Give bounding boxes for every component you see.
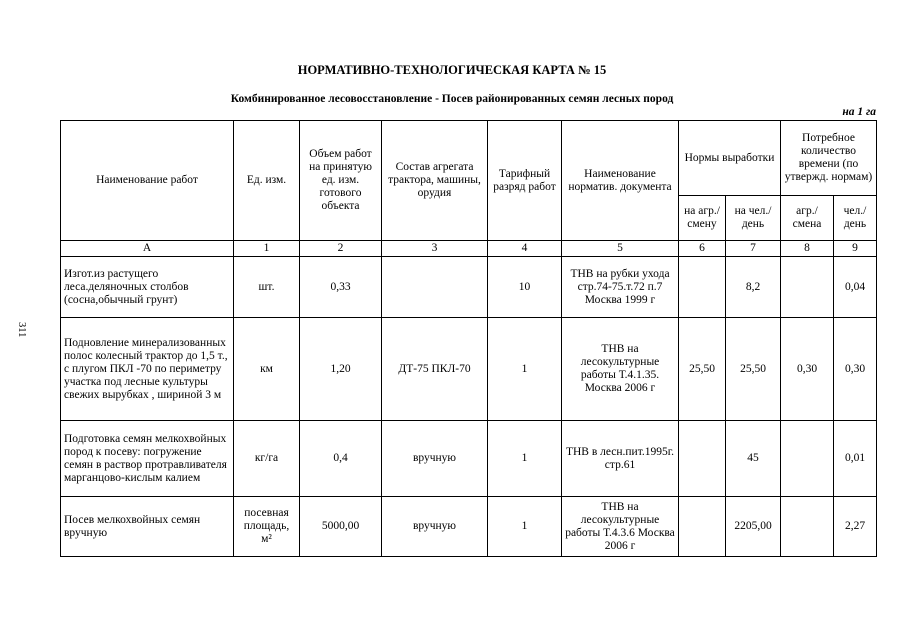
- column-index-row: [61, 241, 877, 257]
- cell-aggregate: [382, 257, 488, 318]
- cell-normdoc: ТНВ на рубки ухода стр.74-75.т.72 п.7 Москва 1999 г: [562, 257, 679, 318]
- header-row-1: [61, 121, 877, 196]
- cell-aggregate: вручную: [382, 421, 488, 497]
- cell-time-agr: [781, 421, 834, 497]
- cell-time-agr: [781, 497, 834, 557]
- cell-norm-agr: [679, 421, 726, 497]
- table-row: [61, 318, 877, 421]
- cell-norm-chel: 45: [726, 421, 781, 497]
- page-number: 311: [16, 322, 27, 338]
- col-index-cell: 3: [382, 241, 488, 257]
- table-row: [61, 421, 877, 497]
- cell-name: Подновление минерализованных полос колесный трактор до 1,5 т., с плугом ПКЛ -70 по периметру участка под лесные культуры свежих вырубках , шириной 3 м: [61, 318, 234, 421]
- header-unit: Ед. изм.: [234, 121, 300, 241]
- cell-time-agr: [781, 257, 834, 318]
- cell-unit: кг/га: [234, 421, 300, 497]
- cell-tariff: 1: [488, 421, 562, 497]
- cell-time-agr: 0,30: [781, 318, 834, 421]
- col-index-cell: 8: [781, 241, 834, 257]
- cell-volume: 5000,00: [300, 497, 382, 557]
- header-tariff: Тарифный разряд работ: [488, 121, 562, 241]
- cell-norm-agr: 25,50: [679, 318, 726, 421]
- col-index-cell: 9: [834, 241, 877, 257]
- col-index-cell: 7: [726, 241, 781, 257]
- cell-time-chel: 0,01: [834, 421, 877, 497]
- cell-unit: км: [234, 318, 300, 421]
- cell-normdoc: ТНВ на лесокультурные работы Т.4.1.35. Москва 2006 г: [562, 318, 679, 421]
- cell-norm-chel: 2205,00: [726, 497, 781, 557]
- cell-time-chel: 2,27: [834, 497, 877, 557]
- cell-tariff: 1: [488, 318, 562, 421]
- col-index-cell: 4: [488, 241, 562, 257]
- cell-norm-agr: [679, 497, 726, 557]
- cell-volume: 0,33: [300, 257, 382, 318]
- cell-unit: посевная площадь, м²: [234, 497, 300, 557]
- cell-normdoc: ТНВ в лесн.пит.1995г. стр.61: [562, 421, 679, 497]
- cell-tariff: 10: [488, 257, 562, 318]
- cell-time-chel: 0,04: [834, 257, 877, 318]
- header-normdoc: Наименование норматив. документа: [562, 121, 679, 241]
- col-index-cell: 2: [300, 241, 382, 257]
- header-norm-agr: на агр./ смену: [679, 196, 726, 241]
- document-title: НОРМАТИВНО-ТЕХНОЛОГИЧЕСКАЯ КАРТА № 15: [297, 63, 607, 77]
- header-name: Наименование работ: [61, 121, 234, 241]
- cell-name: Изгот.из растущего леса.деляночных столбов (сосна,обычный грунт): [61, 257, 234, 318]
- unit-note: на 1 га: [842, 106, 876, 118]
- table-row: [61, 257, 877, 318]
- norms-table: [60, 120, 877, 557]
- cell-volume: 0,4: [300, 421, 382, 497]
- cell-volume: 1,20: [300, 318, 382, 421]
- header-aggregate: Состав агрегата трактора, машины, орудия: [382, 121, 488, 241]
- table-row: [61, 497, 877, 557]
- cell-name: Посев мелкохвойных семян вручную: [61, 497, 234, 557]
- col-index-cell: А: [61, 241, 234, 257]
- col-index-cell: 5: [562, 241, 679, 257]
- cell-norm-agr: [679, 257, 726, 318]
- col-index-cell: 1: [234, 241, 300, 257]
- cell-aggregate: ДТ-75 ПКЛ-70: [382, 318, 488, 421]
- header-time-agr: агр./ смена: [781, 196, 834, 241]
- cell-norm-chel: 25,50: [726, 318, 781, 421]
- cell-name: Подготовка семян мелкохвойных пород к посеву: погружение семян в раствор протравливателя марганцово-кислым калием: [61, 421, 234, 497]
- header-time-group: Потребное количество времени (по утвержд. нормам): [781, 121, 877, 196]
- cell-norm-chel: 8,2: [726, 257, 781, 318]
- cell-aggregate: вручную: [382, 497, 488, 557]
- cell-tariff: 1: [488, 497, 562, 557]
- header-norms-group: Нормы выработки: [679, 121, 781, 196]
- cell-normdoc: ТНВ на лесокультурные работы Т.4.3.6 Москва 2006 г: [562, 497, 679, 557]
- header-time-chel: чел./ день: [834, 196, 877, 241]
- header-volume: Объем работ на принятую ед. изм. готового объекта: [300, 121, 382, 241]
- cell-time-chel: 0,30: [834, 318, 877, 421]
- cell-unit: шт.: [234, 257, 300, 318]
- col-index-cell: 6: [679, 241, 726, 257]
- header-norm-chel: на чел./ день: [726, 196, 781, 241]
- document-subtitle: Комбинированное лесовосстановление - Посев районированных семян лесных пород: [230, 93, 674, 105]
